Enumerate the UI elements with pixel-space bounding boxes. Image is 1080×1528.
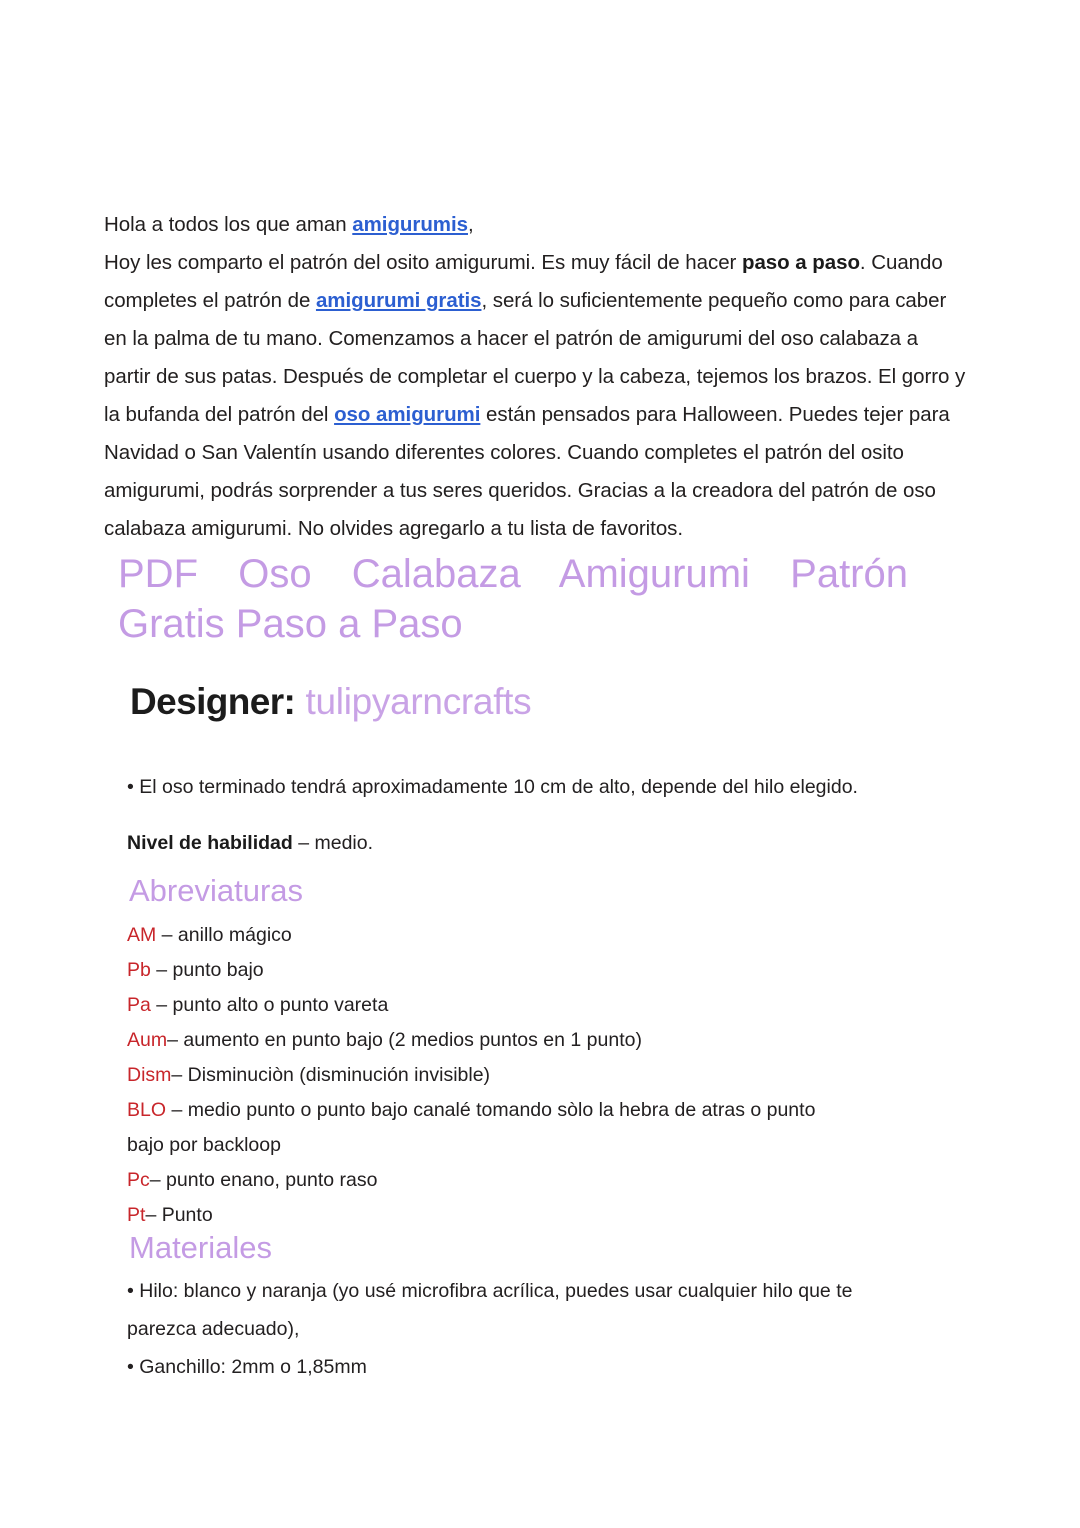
inline-text: Navidad o San Valentín usando diferentes colores. Cuando completes el patrón del osito bbox=[104, 441, 904, 464]
skill-level-label: Nivel de habilidad bbox=[127, 832, 293, 854]
inline-text: calabaza amigurumi. No olvides agregarlo a tu lista de favoritos. bbox=[104, 517, 684, 540]
intro-line bbox=[104, 510, 996, 548]
intro-paragraph bbox=[104, 206, 996, 548]
intro-line bbox=[104, 320, 996, 358]
abbreviation-code: Pb bbox=[127, 959, 151, 981]
inline-text: completes el patrón de bbox=[104, 289, 316, 312]
material-item: • Ganchillo: 2mm o 1,85mm bbox=[127, 1356, 367, 1378]
inline-text: en la palma de tu mano. Comenzamos a hacer el patrón de amigurumi del oso calabaza a bbox=[104, 327, 918, 350]
abbreviation-row bbox=[127, 1058, 1007, 1093]
abbreviation-description: – medio punto o punto bajo canalé tomando sòlo la hebra de atras o punto bbox=[166, 1099, 816, 1121]
abbreviation-row bbox=[127, 1023, 1007, 1058]
finished-size-note: • El oso terminado tendrá aproximadamente 10 cm de alto, depende del hilo elegido. bbox=[127, 776, 858, 798]
intro-line bbox=[104, 434, 996, 472]
abbreviation-code: Aum bbox=[127, 1029, 168, 1051]
inline-link[interactable]: oso amigurumi bbox=[334, 403, 481, 426]
abbreviation-description: bajo por backloop bbox=[127, 1134, 281, 1156]
inline-text: . Cuando bbox=[859, 251, 943, 274]
material-item: parezca adecuado), bbox=[127, 1318, 300, 1340]
abbreviations-list bbox=[127, 918, 1007, 1233]
designer-line bbox=[130, 678, 531, 726]
designer-label: Designer: bbox=[130, 681, 296, 722]
inline-text: amigurumi, podrás sorprender a tus seres queridos. Gracias a la creadora del patrón de oso bbox=[104, 479, 936, 502]
inline-link[interactable]: amigurumis bbox=[352, 213, 468, 236]
abbreviation-row bbox=[127, 918, 1007, 953]
abbreviation-row bbox=[127, 953, 1007, 988]
page-title-line-2: Gratis Paso a Paso bbox=[118, 602, 463, 646]
abbreviation-description: – Punto bbox=[145, 1204, 213, 1226]
inline-text: están pensados para Halloween. Puedes tejer para bbox=[480, 403, 950, 426]
intro-line bbox=[104, 282, 996, 320]
abbreviation-description: – Disminuciòn (disminución invisible) bbox=[171, 1064, 491, 1086]
abbreviation-code: Pt bbox=[127, 1204, 146, 1226]
abbreviation-code: Pc bbox=[127, 1169, 150, 1191]
abbreviation-description: – punto alto o punto vareta bbox=[150, 994, 389, 1016]
abbreviation-code: BLO bbox=[127, 1099, 167, 1121]
abbreviation-row bbox=[127, 1198, 1007, 1233]
inline-text: , bbox=[467, 213, 474, 236]
page-title bbox=[118, 549, 918, 649]
materials-heading: Materiales bbox=[129, 1230, 272, 1265]
abbreviation-row bbox=[127, 1163, 1007, 1198]
inline-text: partir de sus patas. Después de completar el cuerpo y la cabeza, tejemos los brazos. El gorro y bbox=[104, 365, 966, 388]
abbreviation-row bbox=[127, 1128, 1007, 1163]
abbreviation-description: – aumento en punto bajo (2 medios puntos en 1 punto) bbox=[167, 1029, 642, 1051]
inline-text: , será lo suficientemente pequeño como para caber bbox=[481, 289, 947, 312]
abbreviation-description: – punto bajo bbox=[150, 959, 264, 981]
abbreviation-code: AM bbox=[127, 924, 157, 946]
inline-text: Hola a todos los que aman bbox=[104, 213, 353, 236]
material-item: • Hilo: blanco y naranja (yo usé microfibra acrílica, puedes usar cualquier hilo que te bbox=[127, 1280, 853, 1302]
abbreviation-row bbox=[127, 1093, 1007, 1128]
inline-text: Hoy les comparto el patrón del osito amigurumi. Es muy fácil de hacer bbox=[104, 251, 742, 274]
abbreviation-description: – punto enano, punto raso bbox=[149, 1169, 378, 1191]
inline-link[interactable]: amigurumi gratis bbox=[315, 289, 482, 312]
designer-name: tulipyarncrafts bbox=[305, 681, 532, 722]
inline-bold-text: paso a paso bbox=[741, 251, 860, 274]
intro-line bbox=[104, 206, 996, 244]
materials-list bbox=[127, 1272, 1007, 1386]
skill-level-note bbox=[127, 828, 373, 858]
abbreviation-code: Dism bbox=[127, 1064, 172, 1086]
page-title-line-1: PDF Oso Calabaza Amigurumi Patrón bbox=[118, 552, 908, 596]
abbreviation-code: Pa bbox=[127, 994, 151, 1016]
skill-level-value: – medio. bbox=[292, 832, 374, 854]
abbreviation-row bbox=[127, 988, 1007, 1023]
intro-line bbox=[104, 358, 996, 396]
abbreviations-heading: Abreviaturas bbox=[129, 873, 304, 908]
intro-line bbox=[104, 244, 996, 282]
intro-line bbox=[104, 396, 996, 434]
inline-text: la bufanda del patrón del bbox=[104, 403, 335, 426]
abbreviation-description: – anillo mágico bbox=[156, 924, 292, 946]
intro-line bbox=[104, 472, 996, 510]
